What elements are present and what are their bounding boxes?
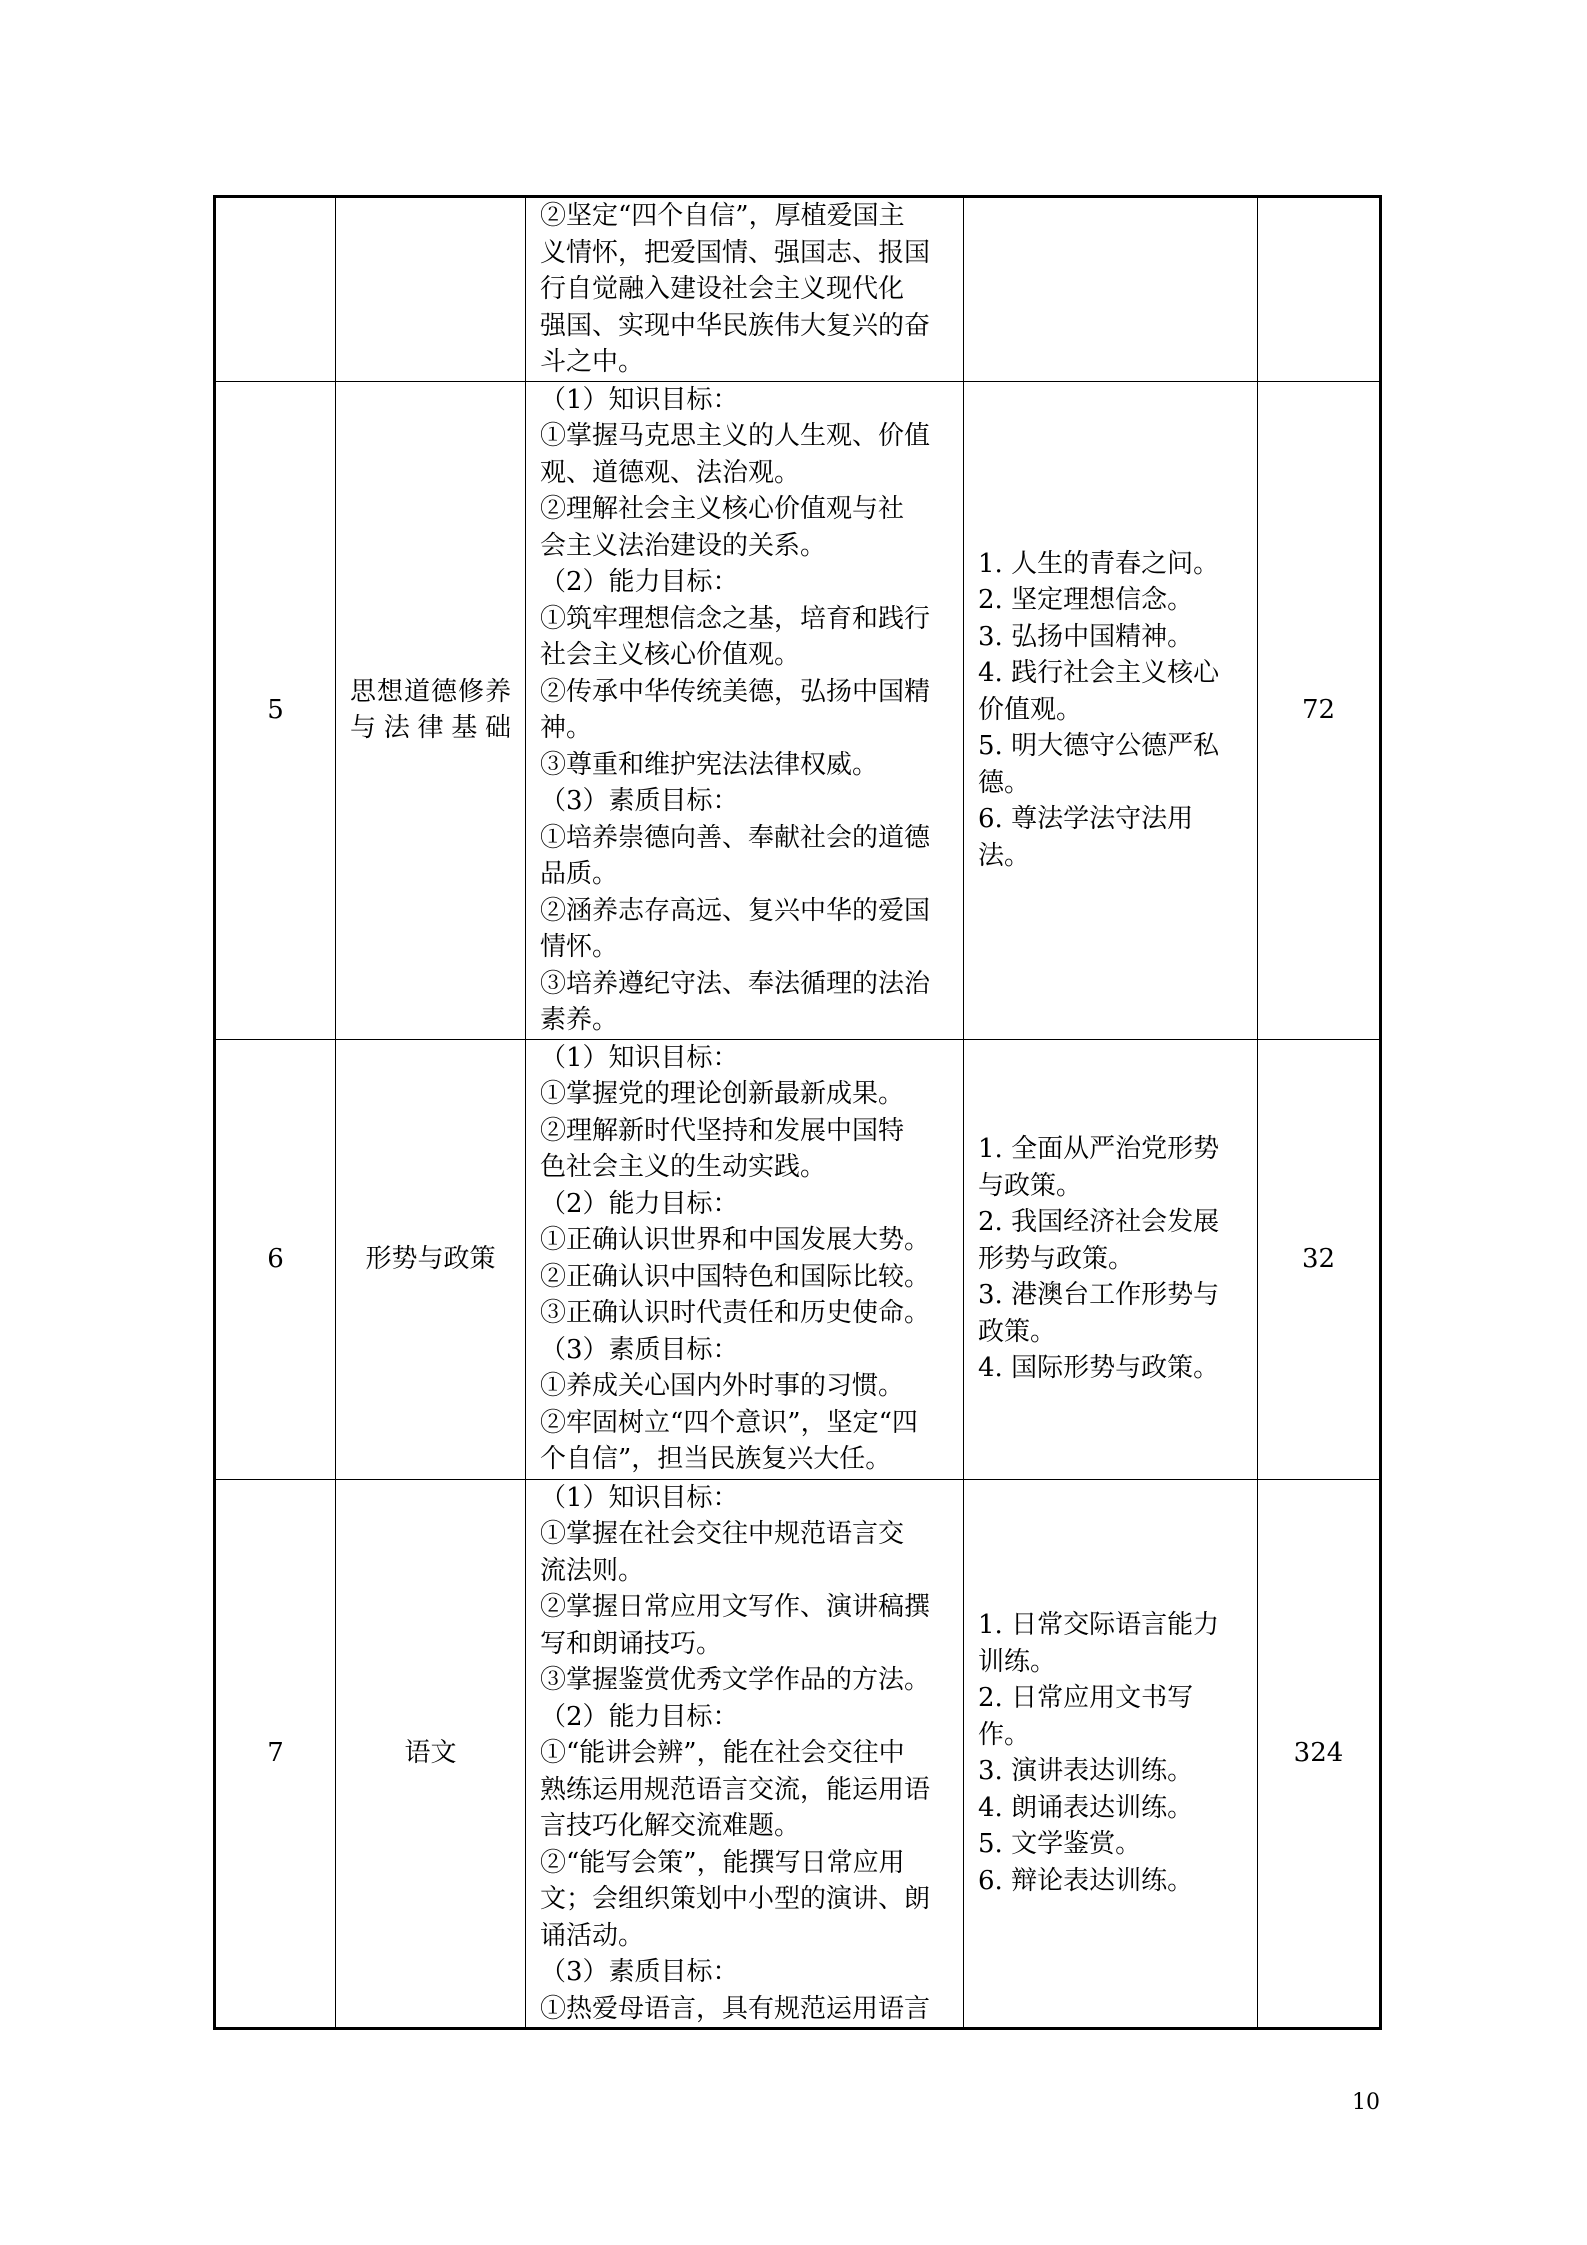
cell-line: 色社会主义的生动实践。 xyxy=(540,1152,827,1182)
course-name xyxy=(336,197,526,382)
cell-line: 与政策。 xyxy=(978,1170,1083,1201)
table-row xyxy=(215,1479,1381,2029)
cell-line: （3）素质目标： xyxy=(540,1957,739,1987)
cell-line: 政策。 xyxy=(978,1316,1057,1347)
cell-line: 1. 日常交际语言能力 xyxy=(978,1610,1220,1641)
cell-line: 2. 坚定理想信念。 xyxy=(978,585,1194,616)
cell-line: ①热爱母语言，具有规范运用语言 xyxy=(540,1993,931,2024)
cell-line: 言技巧化解交流难题。 xyxy=(540,1811,801,1841)
cell-line: ③培养遵纪守法、奉法循理的法治 xyxy=(540,968,931,999)
cell-line: 行自觉融入建设社会主义现代化 xyxy=(540,274,905,304)
course-hours: 324 xyxy=(1258,1479,1381,2029)
cell-line: ②“能写会策”，能撰写日常应用 xyxy=(540,1847,905,1878)
course-hours: 72 xyxy=(1258,381,1381,1039)
cell-line: 形势与政策。 xyxy=(978,1243,1135,1274)
cell-line: 观、道德观、法治观。 xyxy=(540,457,801,488)
cell-line: 2. 日常应用文书写 xyxy=(978,1683,1194,1714)
cell-line: 个自信”，担当民族复兴大任。 xyxy=(540,1444,892,1474)
cell-line: 4. 国际形势与政策。 xyxy=(978,1353,1220,1384)
cell-line: 1. 全面从严治党形势 xyxy=(978,1134,1220,1165)
cell-line: 训练。 xyxy=(978,1646,1057,1677)
cell-line: 社会主义核心价值观。 xyxy=(540,640,801,670)
cell-line: 写和朗诵技巧。 xyxy=(540,1628,723,1659)
table-row xyxy=(215,197,1381,382)
course-name: 形势与政策 xyxy=(336,1039,526,1479)
cell-line: 素养。 xyxy=(540,1005,619,1035)
cell-line: （2）能力目标： xyxy=(540,1188,739,1219)
cell-line: （1）知识目标： xyxy=(540,1482,739,1513)
cell-line: ①掌握马克思主义的人生观、价值 xyxy=(540,421,931,451)
cell-line: 神。 xyxy=(540,713,593,743)
cell-line: 诵活动。 xyxy=(540,1920,645,1951)
cell-line: ②牢固树立“四个意识”，坚定“四 xyxy=(540,1407,918,1438)
cell-line: ①掌握在社会交往中规范语言交 xyxy=(540,1519,905,1549)
course-objectives xyxy=(526,1479,964,2029)
cell-line: ②涵养志存高远、复兴中华的爱国 xyxy=(540,895,931,926)
course-objectives xyxy=(526,381,964,1039)
course-number: 7 xyxy=(215,1479,336,2029)
cell-line: 3. 演讲表达训练。 xyxy=(978,1756,1194,1787)
cell-line: 文；会组织策划中小型的演讲、朗 xyxy=(540,1884,931,1914)
course-objectives xyxy=(526,1039,964,1479)
cell-line: ①正确认识世界和中国发展大势。 xyxy=(540,1225,931,1255)
cell-line: ③尊重和维护宪法法律权威。 xyxy=(540,749,879,780)
cell-line: 3. 港澳台工作形势与 xyxy=(978,1280,1220,1311)
course-content xyxy=(964,1479,1258,2029)
cell-line: ③正确认识时代责任和历史使命。 xyxy=(540,1298,931,1328)
curriculum-table xyxy=(213,195,1382,2030)
course-hours: 32 xyxy=(1258,1039,1381,1479)
cell-line: 德。 xyxy=(978,767,1031,798)
course-hours xyxy=(1258,197,1381,382)
course-content xyxy=(964,197,1258,382)
cell-line: 2. 我国经济社会发展 xyxy=(978,1207,1220,1238)
cell-line: 5. 文学鉴赏。 xyxy=(978,1829,1142,1860)
cell-line: ①“能讲会辨”，能在社会交往中 xyxy=(540,1738,905,1768)
cell-line: 4. 朗诵表达训练。 xyxy=(978,1792,1194,1823)
cell-line: （2）能力目标： xyxy=(540,1701,739,1732)
cell-line: ②传承中华传统美德，弘扬中国精 xyxy=(540,676,931,707)
cell-line: 法。 xyxy=(978,840,1031,871)
cell-line: 流法则。 xyxy=(540,1555,645,1586)
cell-line: 作。 xyxy=(978,1719,1031,1750)
cell-line: ①掌握党的理论创新最新成果。 xyxy=(540,1079,905,1109)
page-number: 10 xyxy=(1352,2090,1380,2115)
cell-line: 斗之中。 xyxy=(540,347,645,377)
cell-line: 熟练运用规范语言交流，能运用语 xyxy=(540,1774,931,1805)
course-number: 6 xyxy=(215,1039,336,1479)
cell-line: ①培养崇德向善、奉献社会的道德 xyxy=(540,822,931,853)
cell-line: （1）知识目标： xyxy=(540,1042,739,1073)
cell-line: 会主义法治建设的关系。 xyxy=(540,530,827,561)
cell-line: 义情怀，把爱国情、强国志、报国 xyxy=(540,237,931,268)
cell-line: 6. 辩论表达训练。 xyxy=(978,1865,1194,1896)
course-number xyxy=(215,197,336,382)
course-number: 5 xyxy=(215,381,336,1039)
cell-line: 3. 弘扬中国精神。 xyxy=(978,621,1194,652)
cell-line: 6. 尊法学法守法用 xyxy=(978,804,1194,835)
course-name: 语文 xyxy=(336,1479,526,2029)
cell-line: ②掌握日常应用文写作、演讲稿撰 xyxy=(540,1592,931,1622)
table-row xyxy=(215,381,1381,1039)
cell-line: 价值观。 xyxy=(978,694,1083,725)
cell-line: 强国、实现中华民族伟大复兴的奋 xyxy=(540,310,931,341)
cell-line: 1. 人生的青春之问。 xyxy=(978,548,1220,579)
cell-line: 5. 明大德守公德严私 xyxy=(978,731,1220,762)
cell-line: ③掌握鉴赏优秀文学作品的方法。 xyxy=(540,1665,931,1695)
cell-line: 品质。 xyxy=(540,859,619,889)
cell-line: 情怀。 xyxy=(540,932,619,962)
cell-line: ②正确认识中国特色和国际比较。 xyxy=(540,1261,931,1292)
cell-line: ②理解社会主义核心价值观与社 xyxy=(540,494,905,524)
course-objectives xyxy=(526,197,964,382)
cell-line: ①筑牢理想信念之基，培育和践行 xyxy=(540,603,931,634)
table-row xyxy=(215,1039,1381,1479)
cell-line: ②坚定“四个自信”，厚植爱国主 xyxy=(540,201,905,231)
course-content xyxy=(964,1039,1258,1479)
cell-line: ①养成关心国内外时事的习惯。 xyxy=(540,1371,905,1401)
course-content xyxy=(964,381,1258,1039)
cell-line: （2）能力目标： xyxy=(540,567,739,597)
cell-line: （3）素质目标： xyxy=(540,1334,739,1365)
cell-line: （1）知识目标： xyxy=(540,384,739,415)
cell-line: （3）素质目标： xyxy=(540,786,739,816)
course-name: 思想道德修养与法律基础 xyxy=(336,381,526,1039)
cell-line: ②理解新时代坚持和发展中国特 xyxy=(540,1115,905,1146)
cell-line: 4. 践行社会主义核心 xyxy=(978,658,1220,689)
